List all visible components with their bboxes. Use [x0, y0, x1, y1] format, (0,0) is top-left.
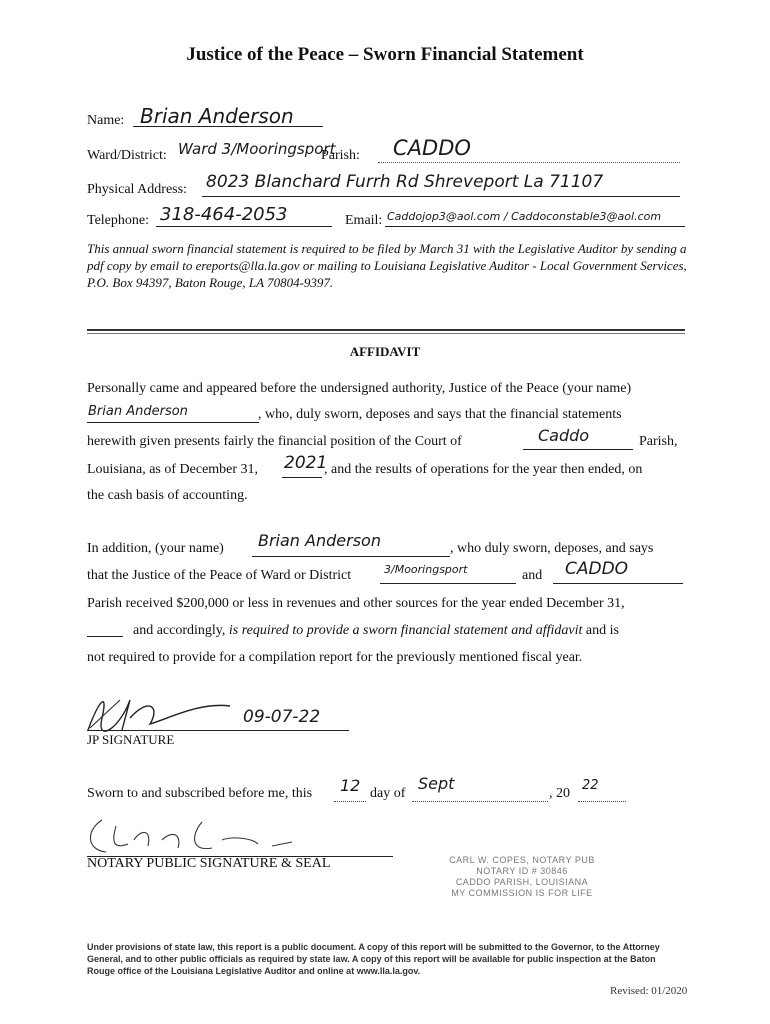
- affidavit-p1-line4b: , and the results of operations for the year then ended, on: [324, 462, 643, 477]
- sworn-text-b: day of: [370, 786, 406, 801]
- telephone-value: 318-464-2053: [160, 204, 288, 225]
- name-value: Brian Anderson: [140, 104, 294, 128]
- sworn-text-a: Sworn to and subscribed before me, this: [87, 786, 313, 801]
- affidavit-p1-line4a: Louisiana, as of December 31,: [87, 462, 259, 477]
- affidavit-p2-line3: Parish received $200,000 or less in revenues and other sources for the year ended December 31,: [87, 596, 625, 611]
- affidavit-p1-line2: , who, duly sworn, deposes and says that the financial statements: [258, 407, 622, 422]
- affidavit-p2-line2a: that the Justice of the Peace of Ward or District: [87, 568, 352, 583]
- parish-value-2: CADDO: [565, 559, 629, 579]
- affidavit-p1-line3a: herewith given presents fairly the financial position of the Court of: [87, 434, 462, 449]
- parish-value: CADDO: [393, 136, 471, 160]
- notary-signature-scribble: [82, 810, 322, 860]
- revised-date: Revised: 01/2020: [610, 985, 688, 997]
- affidavit-p1-line3b: Parish,: [639, 434, 678, 449]
- notary-seal: CARL W. COPES, NOTARY PUB NOTARY ID # 30846 CADDO PARISH, LOUISIANA MY COMMISSION IS FOR LIFE: [449, 855, 595, 898]
- parish-label: Parish:: [321, 148, 360, 163]
- sworn-year: 22: [582, 778, 599, 793]
- affidavit-p2-line5: not required to provide for a compilation report for the previously mentioned fiscal year.: [87, 650, 583, 665]
- statement-year: 2021: [284, 453, 328, 473]
- divider: [87, 329, 685, 331]
- email-value: Caddojop3@aol.com / Caddoconstable3@aol.com: [387, 210, 662, 223]
- affidavit-p2-line1a: In addition, (your name): [87, 541, 224, 556]
- affidavit-heading: AFFIDAVIT: [349, 344, 421, 359]
- sworn-day: 12: [340, 776, 361, 795]
- affidavit-p1-line1: Personally came and appeared before the undersigned authority, Justice of the Peace (your name): [87, 381, 632, 396]
- jp-signature-label: JP SIGNATURE: [87, 732, 175, 747]
- footer-disclaimer: Under provisions of state law, this report is a public document. A copy of this report will be submitted to the Governor, to the Attorney General, and to other public officials as required by state law. A copy of this report will be available for public inspection at the Baton Rouge office of the Louisiana Legislative Auditor and online at www.lla.la.gov.: [87, 942, 660, 976]
- telephone-label: Telephone:: [87, 213, 149, 228]
- district-value: 3/Mooringsport: [384, 563, 468, 576]
- jp-signature-date: 09-07-22: [243, 707, 321, 727]
- instructions: This annual sworn financial statement is required to be filed by March 31 with the Legislative Auditor by sending a pdf copy by email to ereports@lla.la.gov or mailing to Louisiana Legislative Auditor - Local Government Services, P.O. Box 94397, Baton Rouge, LA 70804-9397.: [87, 241, 687, 290]
- name-label: Name:: [87, 113, 125, 128]
- affiant-name-2: Brian Anderson: [258, 531, 381, 550]
- ward-value: Ward 3/Mooringsport: [178, 140, 336, 158]
- page-title: Justice of the Peace – Sworn Financial Statement: [186, 44, 584, 65]
- notary-signature-label: NOTARY PUBLIC SIGNATURE & SEAL: [87, 856, 331, 871]
- email-label: Email:: [345, 213, 383, 228]
- affidavit-p2-line4: and accordingly, is required to provide a sworn financial statement and affidavit and is: [133, 623, 619, 638]
- divider-thin: [87, 333, 685, 334]
- court-parish: Caddo: [538, 426, 590, 445]
- sworn-text-c: , 20: [549, 786, 570, 801]
- address-value: 8023 Blanchard Furrh Rd Shreveport La 71107: [206, 172, 604, 192]
- affiant-name: Brian Anderson: [88, 404, 188, 419]
- jp-signature-scribble: [80, 688, 260, 736]
- address-label: Physical Address:: [87, 182, 187, 197]
- and-word: and: [522, 568, 543, 583]
- affidavit-p2-line1b: , who duly sworn, deposes, and says: [450, 541, 654, 556]
- affidavit-p1-line5: the cash basis of accounting.: [87, 488, 248, 503]
- ward-label: Ward/District:: [87, 148, 167, 163]
- sworn-month: Sept: [418, 774, 455, 793]
